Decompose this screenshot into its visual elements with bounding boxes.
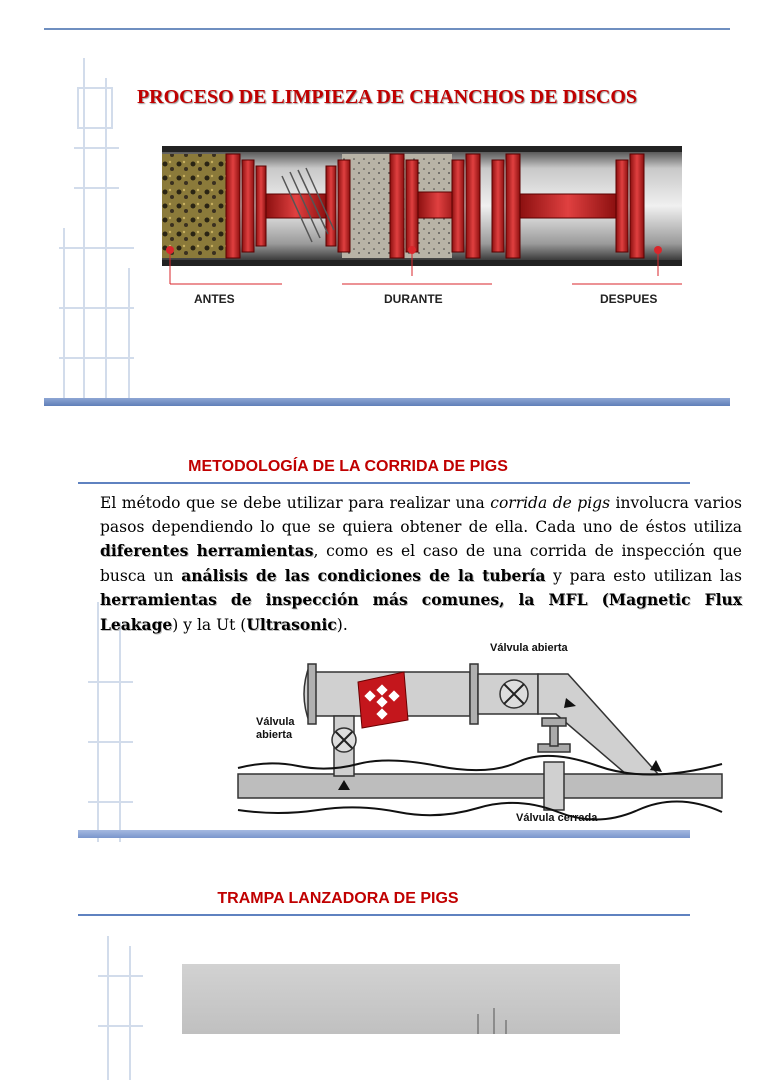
bottom-bar (78, 830, 690, 838)
top-rule (44, 28, 730, 30)
label-valve-open-top: Válvula abierta (490, 642, 568, 654)
page-title: PROCESO DE LIMPIEZA DE CHANCHOS DE DISCOS (136, 86, 638, 108)
slide-launcher-trap (78, 880, 690, 1024)
section-heading: METODOLOGÍA DE LA CORRIDA DE PIGS (188, 458, 508, 475)
label-valve-closed: Válvula cerrada (516, 812, 598, 824)
photo-structure (182, 964, 620, 1034)
para-bold: herramientas de inspección más comunes, la MFL (Magnetic Flux Leakage (100, 590, 742, 634)
body-paragraph (100, 492, 742, 637)
refinery-tower-watermark (44, 28, 144, 406)
refinery-tower-watermark (88, 936, 148, 1080)
para-text: ) y la Ut ( (172, 615, 247, 634)
label-before: ANTES (194, 292, 235, 306)
label-after: DESPUES (600, 292, 658, 306)
para-text: , como es el caso de una corrida de inspección que busca un (100, 542, 742, 585)
para-text: y para esto utilizan las (545, 566, 742, 585)
para-text: ). (336, 615, 348, 634)
section-heading: TRAMPA LANZADORA DE PIGS (217, 890, 459, 907)
label-valve-line-2: abierta (256, 729, 293, 741)
heading-rule (78, 482, 690, 484)
slide-methodology (78, 452, 742, 838)
para-bold: Ultrasonic (246, 614, 337, 634)
para-bold: análisis de las condiciones de la tubería (181, 565, 546, 585)
label-valve-open-left (256, 716, 295, 742)
pig-launcher-valve-diagram (238, 640, 722, 830)
launcher-trap-photo (182, 964, 620, 1034)
para-bold: diferentes herramientas (100, 541, 314, 560)
label-during: DURANTE (384, 292, 443, 306)
pig-cleaning-diagram (162, 146, 682, 296)
heading-rule (78, 914, 690, 916)
bottom-bar (44, 398, 730, 406)
para-italic: corrida de pigs (490, 494, 611, 512)
label-valve-line-1: Válvula (256, 716, 295, 728)
slide-cleaning-process (44, 28, 730, 406)
para-text: El método que se debe utilizar para realizar una (100, 494, 491, 512)
para-text: involucra varios pasos dependiendo lo que se quiera obtener de ella. Cada uno de éstos utiliza (100, 494, 742, 536)
